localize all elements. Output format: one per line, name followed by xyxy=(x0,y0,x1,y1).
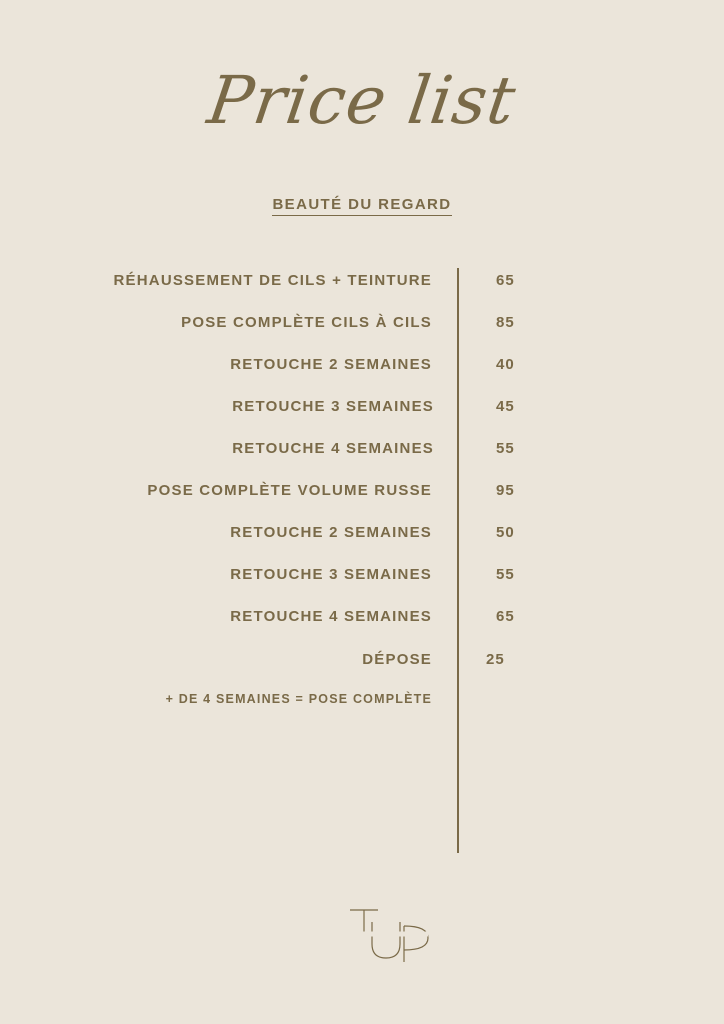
service-price: 25 xyxy=(486,651,505,668)
service-name: POSE COMPLÈTE VOLUME RUSSE xyxy=(147,482,432,499)
service-name: POSE COMPLÈTE CILS À CILS xyxy=(181,314,432,331)
brand-logo xyxy=(342,904,438,966)
service-price: 85 xyxy=(496,314,515,331)
service-price: 45 xyxy=(496,398,515,415)
service-name: RETOUCHE 4 SEMAINES xyxy=(230,608,432,625)
service-name: RETOUCHE 2 SEMAINES xyxy=(230,524,432,541)
service-name: DÉPOSE xyxy=(362,651,432,668)
service-price: 55 xyxy=(496,440,515,457)
service-name: RETOUCHE 3 SEMAINES xyxy=(230,566,432,583)
section-heading-label: BEAUTÉ DU REGARD xyxy=(272,196,451,216)
service-name: RÉHAUSSEMENT DE CILS + TEINTURE xyxy=(113,272,432,289)
service-price: 50 xyxy=(496,524,515,541)
section-heading xyxy=(0,196,724,216)
service-name: RETOUCHE 4 SEMAINES xyxy=(232,440,434,457)
service-price: 95 xyxy=(496,482,515,499)
footnote: + DE 4 SEMAINES = POSE COMPLÈTE xyxy=(165,692,432,706)
service-price: 65 xyxy=(496,272,515,289)
service-name: RETOUCHE 3 SEMAINES xyxy=(232,398,434,415)
service-price: 65 xyxy=(496,608,515,625)
page-title: Price list xyxy=(203,62,521,139)
service-price: 55 xyxy=(496,566,515,583)
column-divider xyxy=(457,268,459,853)
service-name: RETOUCHE 2 SEMAINES xyxy=(230,356,432,373)
service-price: 40 xyxy=(496,356,515,373)
